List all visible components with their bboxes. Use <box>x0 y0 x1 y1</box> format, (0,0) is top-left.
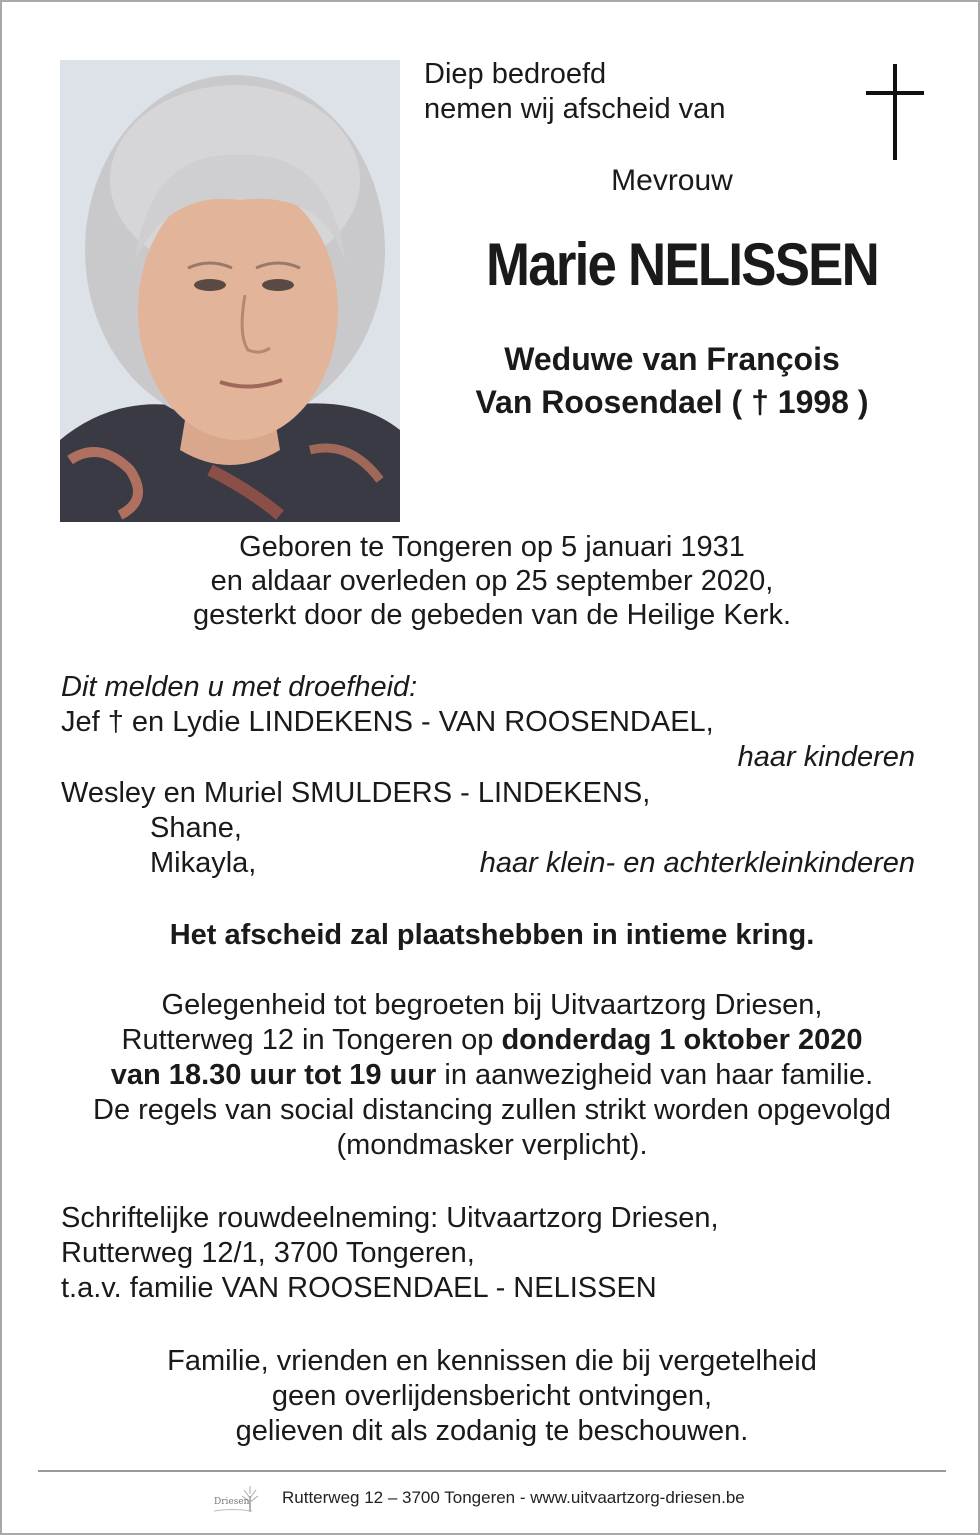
intro-text <box>424 57 725 127</box>
salutation: Mevrouw <box>611 164 733 197</box>
deceased-name: Marie NELISSEN <box>485 231 879 298</box>
children-names: Jef † en Lydie LINDEKENS - VAN ROOSENDAEL, <box>61 706 714 738</box>
notice-line-1: Familie, vrienden en kennissen die bij vergetelheid <box>167 1345 817 1377</box>
footer <box>2 1484 978 1514</box>
cross-icon <box>866 64 924 160</box>
visit-time: van 18.30 uur tot 19 uur <box>110 1059 437 1091</box>
condolence-line-3: t.a.v. familie VAN ROOSENDAEL - NELISSEN <box>61 1272 657 1304</box>
intro-line-2: nemen wij afscheid van <box>424 93 726 125</box>
condolence-line-1: Schriftelijke rouwdeelneming: Uitvaartzorg Driesen, <box>61 1202 719 1234</box>
footer-address: Rutterweg 12 – 3700 Tongeren - www.uitvaartzorg-driesen.be <box>282 1488 745 1507</box>
visit-line-5: (mondmasker verplicht). <box>336 1129 648 1161</box>
portrait-photo <box>60 60 400 522</box>
children-label: haar kinderen <box>737 741 915 773</box>
birth-line-3: gesterkt door de gebeden van de Heilige Kerk. <box>192 599 792 631</box>
notice-line-3: gelieven dit als zodanig te beschouwen. <box>235 1415 749 1447</box>
visit-line-4: De regels van social distancing zullen strikt worden opgevolgd <box>93 1094 891 1126</box>
intro-line-1: Diep bedroefd <box>424 58 607 90</box>
notice-line-2: geen overlijdensbericht ontvingen, <box>271 1380 713 1412</box>
farewell-notice: Het afscheid zal plaatshebben in intieme kring. <box>169 919 815 951</box>
birth-line-2: en aldaar overleden op 25 september 2020, <box>210 565 774 597</box>
portrait-image <box>60 60 400 522</box>
visit-line-2-text: Rutterweg 12 in Tongeren op <box>121 1024 502 1056</box>
visit-date: donderdag 1 oktober 2020 <box>501 1024 863 1056</box>
great-grandchild-1: Shane, <box>150 812 242 844</box>
closing-notice <box>32 1344 952 1449</box>
condolence-line-2: Rutterweg 12/1, 3700 Tongeren, <box>61 1237 475 1269</box>
grandchildren-names: Wesley en Muriel SMULDERS - LINDEKENS, <box>61 777 651 809</box>
grandchildren-label: haar klein- en achterkleinkinderen <box>479 847 915 879</box>
mourners-heading: Dit melden u met droefheid: <box>61 671 418 703</box>
visitation-info <box>32 988 952 1163</box>
visit-line-2 <box>32 1023 952 1058</box>
visit-line-1: Gelegenheid tot begroeten bij Uitvaartzorg Driesen, <box>161 989 823 1021</box>
logo-text: Driesen <box>214 1497 250 1507</box>
funeral-home-logo <box>212 1484 270 1514</box>
widow-line-1: Weduwe van François <box>504 341 840 377</box>
birth-death-info <box>32 530 952 632</box>
footer-divider <box>38 1470 946 1472</box>
widow-line-2: Van Roosendael ( † 1998 ) <box>475 384 869 420</box>
widow-of <box>422 338 922 424</box>
birth-line-1: Geboren te Tongeren op 5 januari 1931 <box>239 531 745 563</box>
great-grandchild-2: Mikayla, <box>150 847 257 879</box>
visit-line-3 <box>32 1058 952 1093</box>
visit-line-3-text: in aanwezigheid van haar familie. <box>436 1059 874 1091</box>
